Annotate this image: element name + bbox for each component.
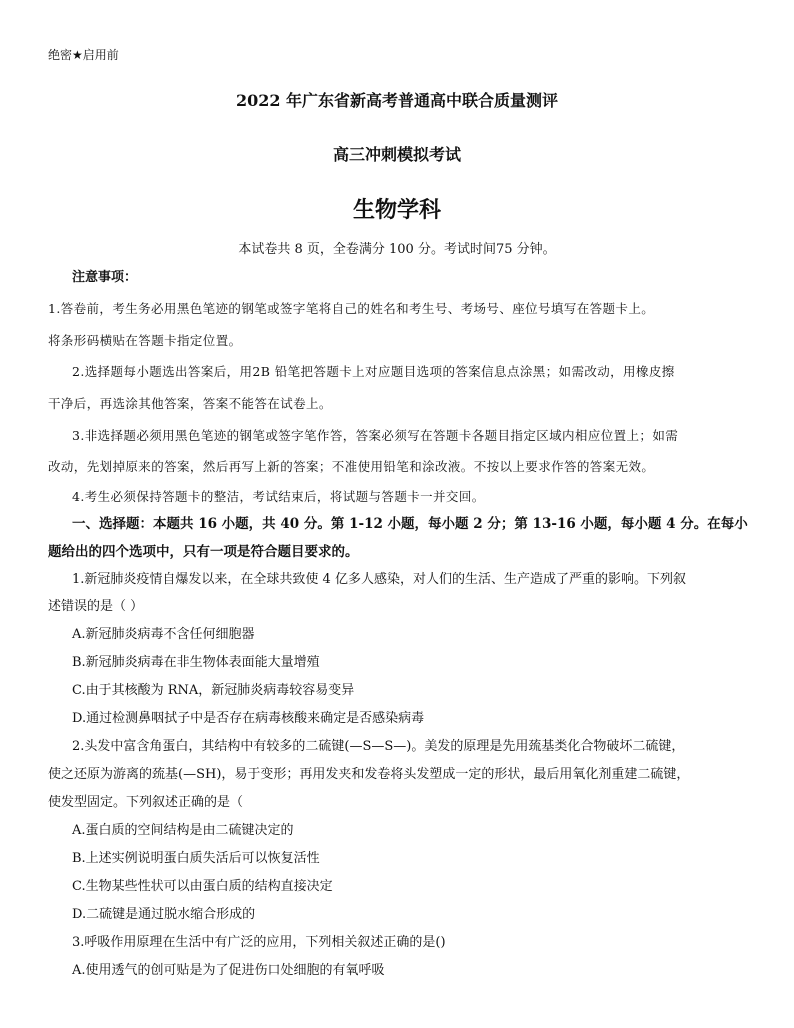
- question-stem: 使之还原为游离的巯基(—SH)，易于变形；再用发夹和发卷将头发塑成一定的形状，最后用氧化剂重建二硫键，: [48, 767, 690, 782]
- notice-heading: 注意事项：: [72, 270, 138, 285]
- notice-line: 3.非选择题必须用黑色笔迹的钢笔或签字笔作答，答案必须写在答题卡各题目指定区域内相应位置上；如需: [72, 428, 679, 443]
- option-c: C.生物某些性状可以由蛋白质的结构直接决定: [72, 879, 333, 894]
- section-heading: 一、选择题：本题共 16 小题，共 40 分。第 1-12 小题，每小题 2 分；第 13-16 小题，每小题 4 分。在每小: [72, 516, 748, 532]
- question-stem: 述错误的是（ ）: [48, 599, 144, 614]
- notice-line: 将条形码横贴在答题卡指定位置。: [48, 333, 242, 348]
- option-b: B.上述实例说明蛋白质失活后可以恢复活性: [72, 851, 320, 866]
- notice-line: 4.考生必须保持答题卡的整洁，考试结束后，将试题与答题卡一并交回。: [72, 489, 485, 504]
- subject-title: 生物学科: [352, 197, 441, 223]
- option-a: A.蛋白质的空间结构是由二硫键决定的: [72, 823, 294, 838]
- notice-line: 1.答卷前，考生务必用黑色笔迹的钢笔或签字笔将自己的姓名和考生号、考场号、座位号填写在答题卡上。: [48, 301, 655, 316]
- exam-title: 2022 年广东省新高考普通高中联合质量测评: [235, 91, 559, 110]
- question-stem: 3.呼吸作用原理在生活中有广泛的应用，下列相关叙述正确的是(): [72, 935, 446, 950]
- notice-line: 干净后，再选涂其他答案，答案不能答在试卷上。: [48, 396, 332, 411]
- question-stem: 2.头发中富含角蛋白，其结构中有较多的二硫键(—S—S—)。美发的原理是先用巯基类化合物破坏二硫键，: [72, 739, 685, 754]
- option-a: A.使用透气的创可贴是为了促进伤口处细胞的有氧呼吸: [72, 963, 385, 978]
- exam-subtitle: 高三冲刺模拟考试: [332, 145, 461, 164]
- section-heading-cont: 题给出的四个选项中，只有一项是符合题目要求的。: [48, 544, 359, 560]
- exam-info: 本试卷共 8 页，全卷满分 100 分。考试时间75 分钟。: [238, 242, 556, 257]
- notice-line: 2.选择题每小题选出答案后，用2B 铅笔把答题卡上对应题目选项的答案信息点涂黑；如需改动，用橡皮擦: [72, 364, 675, 379]
- secret-mark: 绝密★启用前: [48, 48, 119, 62]
- option-a: A.新冠肺炎病毒不含任何细胞器: [72, 627, 255, 642]
- question-stem: 使发型固定。下列叙述正确的是（: [48, 795, 244, 810]
- option-d: D.二硫键是通过脱水缩合形成的: [72, 907, 256, 922]
- option-c: C.由于其核酸为 RNA，新冠肺炎病毒较容易变异: [72, 683, 355, 698]
- option-d: D.通过检测鼻咽拭子中是否存在病毒核酸来确定是否感染病毒: [72, 711, 425, 726]
- notice-line: 改动，先划掉原来的答案，然后再写上新的答案；不准使用铅笔和涂改液。不按以上要求作答的答案无效。: [48, 459, 655, 474]
- question-stem: 1.新冠肺炎疫情自爆发以来，在全球共致使 4 亿多人感染，对人们的生活、生产造成了严重的影响。下列叙: [72, 572, 686, 587]
- option-b: B.新冠肺炎病毒在非生物体表面能大量增殖: [72, 655, 320, 670]
